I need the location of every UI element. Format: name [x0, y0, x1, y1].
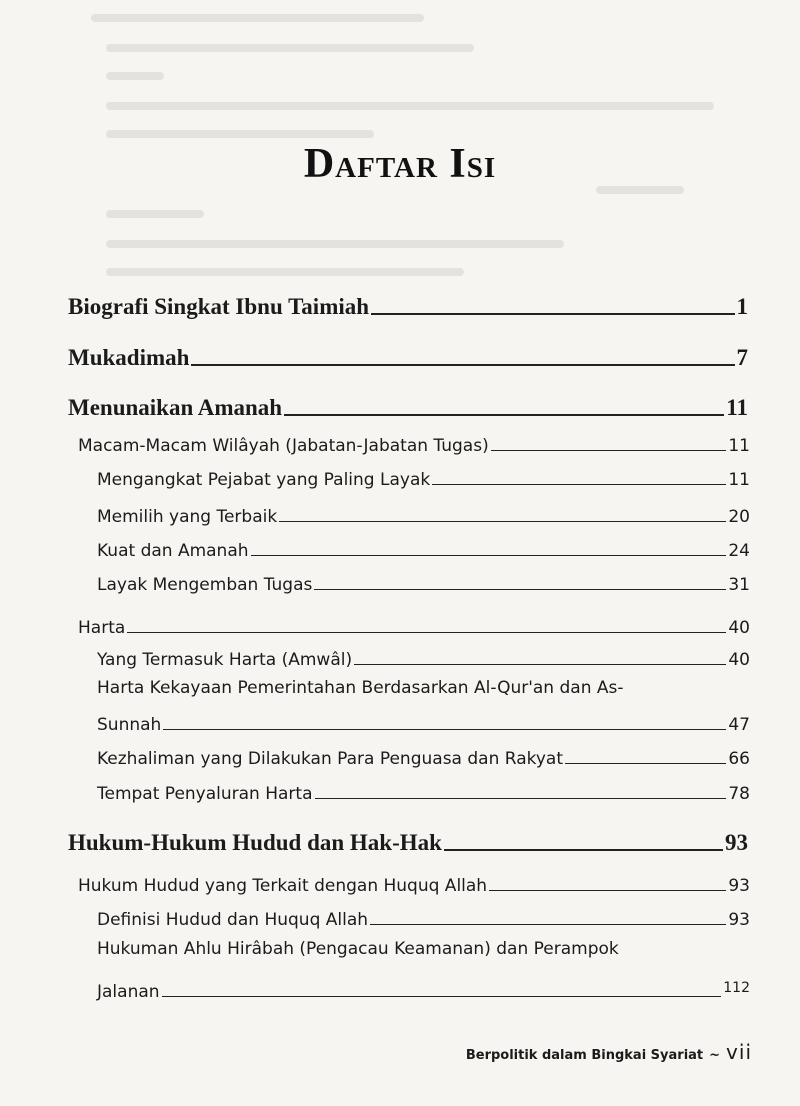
- toc-entry[interactable]: [97, 503, 750, 527]
- toc-entry-page: 93: [728, 910, 750, 930]
- toc-entry[interactable]: [78, 432, 750, 456]
- toc-entry-label: Biografi Singkat Ibnu Taimiah: [68, 294, 370, 319]
- toc-entry-label: Harta: [78, 618, 126, 638]
- leader-line: [191, 364, 734, 366]
- leader-line: [444, 849, 723, 851]
- footer-separator: ~: [709, 1048, 721, 1063]
- toc-entry-page: 112: [723, 980, 750, 996]
- leader-line: [354, 664, 726, 665]
- leader-line: [489, 890, 726, 891]
- leader-line: [163, 729, 726, 730]
- leader-line: [491, 450, 727, 451]
- toc-entry-page: 11: [726, 395, 748, 420]
- footer-book-title: Berpolitik dalam Bingkai Syariat: [465, 1048, 704, 1063]
- toc-entry-label: Hukum Hudud yang Terkait dengan Huquq Allah: [78, 876, 488, 896]
- toc-entry[interactable]: [97, 745, 750, 769]
- leader-line: [565, 763, 726, 764]
- running-footer: [466, 1040, 752, 1064]
- leader-line: [162, 996, 722, 997]
- toc-entry-page: 78: [728, 784, 750, 804]
- toc-entry-page: 93: [725, 830, 748, 855]
- toc-entry-label: Kuat dan Amanah: [97, 541, 249, 561]
- toc-entry-page: 47: [728, 715, 750, 735]
- toc-entry[interactable]: [97, 571, 750, 595]
- toc-entry-page: 66: [728, 749, 750, 769]
- toc-entry-label: Tempat Penyaluran Harta: [97, 784, 313, 804]
- leader-line: [284, 414, 724, 416]
- leader-line: [251, 555, 727, 556]
- toc-entry-label: Layak Mengemban Tugas: [97, 575, 313, 595]
- toc-entry[interactable]: [97, 466, 750, 490]
- toc-entry-page: 31: [728, 575, 750, 595]
- leader-line: [279, 521, 726, 522]
- toc-entry-label-line1: Harta Kekayaan Pemerintahan Berdasarkan Al-Qur'an dan As-: [97, 678, 624, 698]
- toc-entry-label: Memilih yang Terbaik: [97, 507, 278, 527]
- toc-entry[interactable]: [78, 872, 750, 896]
- toc-entry[interactable]: [97, 780, 750, 804]
- toc-entry[interactable]: [68, 826, 748, 856]
- toc-entry[interactable]: [68, 341, 748, 371]
- toc-entry-page: 7: [736, 345, 748, 370]
- toc-entry-page: 40: [728, 650, 750, 670]
- toc-entry-label: Hukum-Hukum Hudud dan Hak-Hak: [68, 830, 442, 855]
- toc-entry-label-line1: Hukuman Ahlu Hirâbah (Pengacau Keamanan) dan Perampok: [97, 939, 619, 959]
- toc-entry-label: Sunnah: [97, 715, 162, 735]
- toc-entry-page: 11: [728, 436, 750, 456]
- toc-entry-label: Mukadimah: [68, 345, 190, 370]
- toc-entry[interactable]: [97, 646, 750, 670]
- toc-entry[interactable]: [78, 614, 750, 638]
- toc-entry-label: Macam-Macam Wilâyah (Jabatan-Jabatan Tugas): [78, 436, 489, 456]
- toc-entry-label: Kezhaliman yang Dilakukan Para Penguasa dan Rakyat: [97, 749, 563, 769]
- toc-entry-page: 11: [728, 470, 750, 490]
- toc-entry[interactable]: [68, 391, 748, 421]
- toc-entry-page: 93: [728, 876, 750, 896]
- leader-line: [370, 924, 726, 925]
- page-title: Daftar Isi: [303, 141, 497, 187]
- leader-line: [432, 484, 726, 485]
- leader-line: [371, 313, 734, 315]
- toc-entry-label: Yang Termasuk Harta (Amwâl): [97, 650, 353, 670]
- footer-page-number: vii: [726, 1040, 752, 1064]
- toc-entry[interactable]: [97, 906, 750, 930]
- toc-entry-page: 24: [728, 541, 750, 561]
- leader-line: [315, 798, 727, 799]
- toc-entry[interactable]: [97, 711, 750, 735]
- toc-entry-label: Jalanan: [97, 982, 160, 1002]
- toc-entry-label: Menunaikan Amanah: [68, 395, 283, 420]
- toc-entry-page: 40: [728, 618, 750, 638]
- toc-entry[interactable]: [97, 978, 750, 1002]
- toc-entry-page: 1: [736, 294, 748, 319]
- toc-entry-page: 20: [728, 507, 750, 527]
- toc-entry[interactable]: [97, 537, 750, 561]
- toc-entry-label: Mengangkat Pejabat yang Paling Layak: [97, 470, 431, 490]
- leader-line: [127, 632, 726, 633]
- leader-line: [314, 589, 726, 590]
- toc-entry-label: Definisi Hudud dan Huquq Allah: [97, 910, 369, 930]
- toc-entry[interactable]: [68, 290, 748, 320]
